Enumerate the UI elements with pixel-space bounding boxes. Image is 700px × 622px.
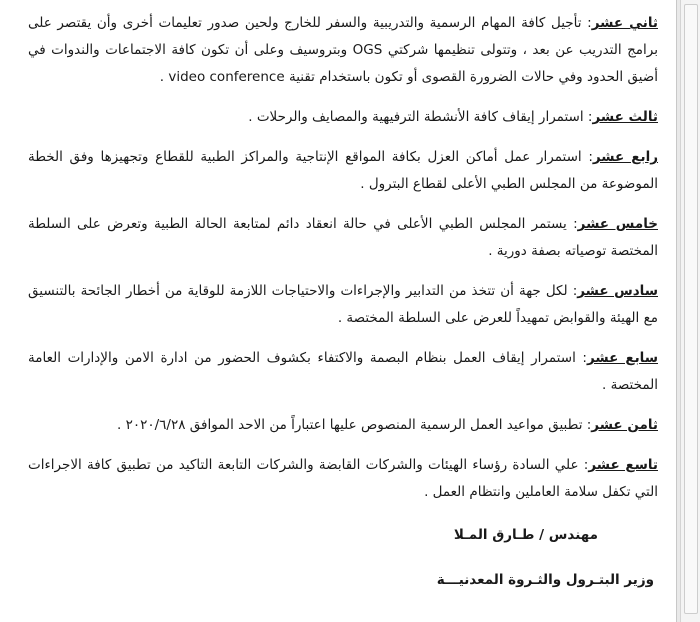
clause-label: تاسع عشر <box>588 457 658 473</box>
clause-15: خامس عشر: يستمر المجلس الطبي الأعلى في حالة انعقاد دائم لمتابعة الحالة الطبية وتعرض على السلطة المختصة توصياته بصفة دورية . <box>28 216 658 259</box>
clause-label: رابع عشر <box>592 149 659 165</box>
clause-label: ثالث عشر <box>592 109 658 125</box>
clause-13: ثالث عشر: استمرار إيقاف كافة الأنشطة الترفيهية والمصايف والرحلات . <box>248 109 658 125</box>
signature-title: وزير البتـرول والثـروة المعدنيـــة <box>436 572 654 588</box>
clause-14: رابع عشر: استمرار عمل أماكن العزل بكافة المواقع الإنتاجية والمراكز الطبية للقطاع وتجهيزها وفق الخطة الموضوعة من المجلس الطبي الأعلى لقطاع البترول . <box>28 149 659 192</box>
clause-text: استمرار عمل أماكن العزل بكافة المواقع الإنتاجية والمراكز الطبية للقطاع وتجهيزها وفق الخطة الموضوعة من المجلس الطبي الأعلى لقطاع البترول . <box>28 149 658 192</box>
clause-text: علي السادة رؤساء الهيئات والشركات القابضة والشركات التابعة التاكيد من تطبيق كافة الاجراءات التي تكفل سلامة العاملين وانتظام العمل . <box>28 457 658 500</box>
clause-text: يستمر المجلس الطبي الأعلى في حالة انعقاد دائم لمتابعة الحالة الطبية وتعرض على السلطة المختصة توصياته بصفة دورية . <box>28 216 658 259</box>
clause-label: سادس عشر <box>577 283 658 299</box>
clause-text: . <box>159 69 169 85</box>
clause-19: تاسع عشر: علي السادة رؤساء الهيئات والشركات القابضة والشركات التابعة التاكيد من تطبيق كافة الاجراءات التي تكفل سلامة العاملين وانتظام العمل . <box>28 457 658 500</box>
document-body <box>28 10 658 594</box>
clause-18: ثامن عشر: تطبيق مواعيد العمل الرسمية المنصوص عليها اعتباراً من الاحد الموافق ٢٠٢٠/٦/٢٨ . <box>117 417 658 433</box>
clause-term: OGS <box>352 42 383 58</box>
clause-text: تأجيل كافة المهام الرسمية والتدريبية والسفر للخارج ولحين صدور تعليمات أخرى وأن يقتصر على برامج التدريب عن بعد ، وتتولى تنظيمها شركتي <box>28 15 658 58</box>
clause-label: سابع عشر <box>586 350 658 366</box>
clause-term: video conference <box>168 69 285 85</box>
clause-12: ثاني عشر: تأجيل كافة المهام الرسمية والتدريبية والسفر للخارج ولحين صدور تعليمات أخرى وأن يقتصر على برامج التدريب عن بعد ، وتتولى تنظيمها شركتي OGS وبتروسيف وعلى أن تكون كافة الاجتماعات والندوات في أضيق الحدود وفي حالات الضرورة القصوى أو تكون باستخدام تقنية video conference . <box>28 15 658 85</box>
clause-text: لكل جهة أن تتخذ من التدابير والإجراءات والاحتياجات اللازمة للوقاية من أخطار الجائحة بالتنسيق مع الهيئة والقوابض تمهيداً للعرض على السلطة المختصة . <box>28 283 658 326</box>
clause-label: خامس عشر <box>577 216 658 232</box>
clause-text: استمرار إيقاف كافة الأنشطة الترفيهية والمصايف والرحلات . <box>248 109 584 125</box>
clause-text: تطبيق مواعيد العمل الرسمية المنصوص عليها اعتباراً من الاحد الموافق ٢٠٢٠/٦/٢٨ . <box>117 417 583 433</box>
clause-text: استمرار إيقاف العمل بنظام البصمة والاكتفاء بكشوف الحضور من ادارة الامن والإدارات العامة المختصة . <box>28 350 658 393</box>
clause-17: سابع عشر: استمرار إيقاف العمل بنظام البصمة والاكتفاء بكشوف الحضور من ادارة الامن والإدارات العامة المختصة . <box>28 350 658 393</box>
scrollbar-thumb[interactable] <box>684 4 698 614</box>
clause-label: ثامن عشر <box>591 417 658 433</box>
clause-text: وبتروسيف وعلى أن تكون كافة الاجتماعات والندوات في أضيق الحدود وفي حالات الضرورة القصوى أو تكون باستخدام تقنية <box>28 42 658 85</box>
signature-name: مهندس / طـارق المـلا <box>453 527 598 543</box>
clause-label: ثاني عشر <box>591 15 658 31</box>
clause-16: سادس عشر: لكل جهة أن تتخذ من التدابير والإجراءات والاحتياجات اللازمة للوقاية من أخطار الجائحة بالتنسيق مع الهيئة والقوابض تمهيداً للعرض على السلطة المختصة . <box>28 283 658 326</box>
